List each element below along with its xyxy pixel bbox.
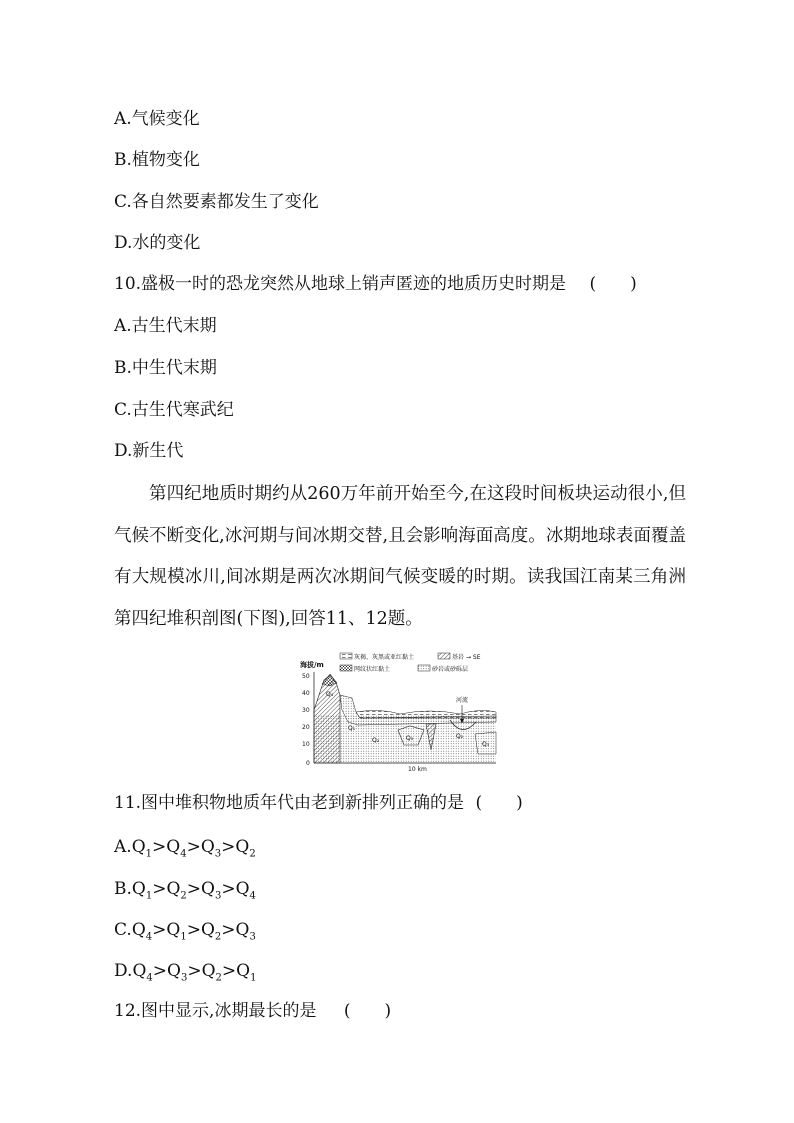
legend-swatch-clay (340, 653, 352, 659)
q11-stem: 11.图中堆积物地质年代由老到新排列正确的是 (114, 793, 465, 813)
direction-label: → SE (466, 654, 481, 661)
legend-label-bedrock: 基岩 (452, 654, 465, 661)
y-axis-title: 海拔/m (300, 661, 324, 669)
river-label: 河流 (456, 697, 469, 704)
q11-option-d: $D.Q_4>Q_3>Q_2>Q_1$ (114, 961, 257, 984)
q9-option-b: B.植物变化 (114, 150, 200, 170)
q11-option-a: $A.Q_1>Q_4>Q_3>Q_2$ (114, 837, 256, 860)
layer-label-q2-right: Q₂ (456, 733, 464, 740)
surface-clay-layer (356, 710, 496, 718)
legend (340, 653, 481, 673)
q10-stem: 10.盛极一时的恐龙突然从地球上销声匿迹的地质历史时期是 (114, 274, 567, 294)
y-tick-50: 50 (302, 673, 310, 680)
layer-label-q4: Q₄ (326, 691, 334, 698)
legend-swatch-bedrock (438, 653, 450, 659)
q10-option-c: C.古生代寒武纪 (114, 400, 234, 420)
scale-label: 10 km (408, 766, 427, 773)
q11-bracket: ( ) (475, 793, 523, 813)
y-ticks (302, 673, 310, 767)
y-tick-40: 40 (302, 690, 310, 697)
layer-label-q3-mid: Q₃ (406, 735, 414, 742)
legend-swatch-sand (418, 665, 430, 671)
q9-option-d: D.水的变化 (114, 233, 201, 253)
q11-option-c: $C.Q_4>Q_1>Q_2>Q_3$ (114, 920, 256, 943)
q9-option-c: C.各自然要素都发生了变化 (114, 192, 319, 212)
q10-option-a: A.古生代末期 (114, 316, 217, 336)
q11-option-d-letter: D. (114, 961, 133, 981)
stratigraphic-section-diagram (300, 650, 500, 776)
q11-option-c-letter: C. (114, 920, 132, 940)
legend-swatch-red-clay (340, 665, 352, 671)
layer-label-q1: Q₁ (348, 725, 356, 732)
q10-option-d: D.新生代 (114, 441, 184, 461)
q12-stem-line (114, 999, 391, 1023)
q12-stem: 12.图中显示,冰期最长的是 (114, 1001, 317, 1021)
q10-bracket: ( ) (589, 274, 637, 294)
y-tick-10: 10 (302, 741, 310, 748)
y-tick-0: 0 (306, 760, 310, 767)
q11-option-b: $B.Q_1>Q_2>Q_3>Q_4$ (114, 879, 256, 902)
bedrock-hill (314, 675, 340, 763)
legend-label-sand: 砂岩或砂砾层 (432, 666, 469, 673)
q12-bracket: ( ) (343, 1001, 392, 1021)
q1-layer (340, 695, 496, 725)
q10-option-b: B.中生代末期 (114, 358, 217, 378)
legend-label-red-clay: 网纹状红黏土 (354, 666, 391, 673)
q10-stem-line (114, 272, 637, 296)
q9-option-a: A.气候变化 (114, 109, 200, 129)
y-tick-30: 30 (302, 707, 310, 714)
q11-option-a-letter: A. (114, 837, 132, 857)
q11-option-b-letter: B. (114, 879, 132, 899)
layer-label-q2-left: Q₂ (372, 737, 380, 744)
legend-label-clay: 灰褐、灰黑或亚红黏土 (354, 654, 415, 661)
passage-text: 第四纪地质时期约从260万年前开始至今,在这段时间板块运动很小,但气候不断变化,冰河期与间冰期交替,且会影响海面高度。冰期地球表面覆盖有大规模冰川,间冰期是两次冰期间气候变暖的时期。读我国江南某三角洲第四纪堆积剖图(下图),回答11、12题。 (114, 484, 686, 629)
q11-stem-line (114, 791, 523, 815)
layer-label-q3-right: Q₃ (482, 741, 490, 748)
y-tick-20: 20 (302, 724, 310, 731)
